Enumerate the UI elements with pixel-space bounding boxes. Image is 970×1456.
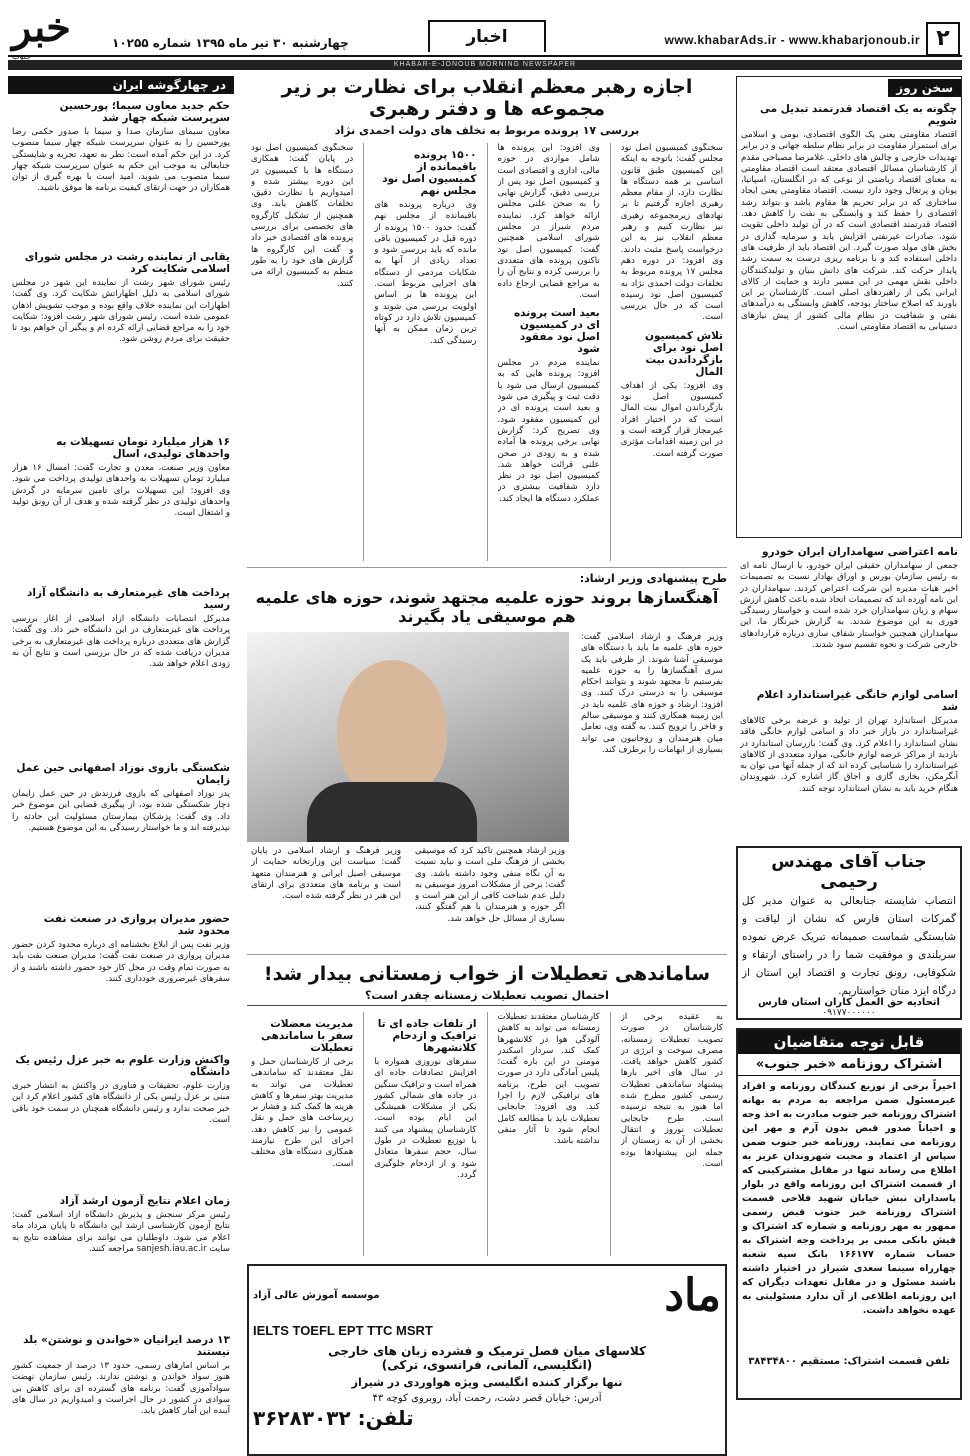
story-sub-3: تلاش کمیسیون اصل نود برای بازگرداندن بیت المال <box>644 329 723 378</box>
language-school-ad[interactable] <box>247 1264 727 1456</box>
main-headline[interactable]: اجازه رهبر معظم انقلاب برای نظارت بر زیر مجموعه ها و دفتر رهبری <box>281 76 693 120</box>
story2-photo-area <box>247 632 569 950</box>
portrait-face <box>337 660 447 800</box>
story2-col-1-text: وزیر فرهنگ و ارشاد اسلامی گفت: حوزه های علمیه ما باید با دستگاه های موسیقی آشنا شوند. از طرفی باید یک سری آهنگسازها را به حوزه علمیه بفرستیم تا مجتهد شوند و بتوانند احکام موسیقی را به درستی درک کنند. وی افزود: ارشاد و حوزه های علمیه باید در این زمینه همکاری کنند و موسیقی سالم و فاخر را ترویج کنند. به گفته وی، تعامل میان هنرمندان و روحانیون می تواند بسیاری از ابهامات را برطرف کند. <box>581 632 723 755</box>
main-story-columns <box>247 143 727 561</box>
header-rule <box>8 55 962 57</box>
story3-sub-1: از تلفات جاده ای تا ترافیک و ازدحام کلانشهرها <box>377 1018 477 1054</box>
middle-area <box>247 76 727 1432</box>
page-number: ۲ <box>926 22 960 56</box>
regional-news-body: پدر نوزاد اصفهانی که بازوی فرزندش در حین عمل زایمان دچار شکستگی شده بود، از پیگیری قضایی این موضوع خبر داد. وی گفت: پزشکان بیمارستان مسئولیت این حادثه را نپذیرفته اند و ما خواستار رسیدگی به این موضوع هستیم. <box>12 789 230 833</box>
regional-news-body: مدیرکل انتصابات دانشگاه آزاد اسلامی از آغاز بررسی پرداخت های غیرمتعارف در این دانشگاه خبر داد. وی گفت: گزارش های متعددی درباره پرداخت های غیرمتعارف به برخی مدیران دریافت شده که در حال بررسی است و نتایج آن به زودی اعلام خواهد شد. <box>12 614 230 670</box>
regional-news-title[interactable]: زمان اعلام نتایج آزمون ارشد آزاد <box>59 1195 230 1207</box>
editorial-box <box>736 76 962 538</box>
column-rule <box>610 143 611 561</box>
news-title-3: اسامی لوازم خانگی غیراستاندارد اعلام شد <box>756 689 958 713</box>
ad-brand: ماد <box>664 1270 721 1321</box>
newspaper-logo: خبر <box>12 4 71 51</box>
regional-news-body: معاون سیمای سازمان صدا و سیما با صدور حکمی رضا پورحسین را به عنوان سرپرست شبکه چهار سیما منصوب کرد. در این حکم آمده است: نظر به تعهد، تجربه و شایستگی جنابعالی به موجب این حکم به عنوان سرپرست شبکه چهار سیما منصوب می شوید. امید است با بهره گیری از توان همکاران در جهت ارتقای کیفیت برنامه ها موفق باشید. <box>12 127 230 194</box>
story2-col-2-text: وزیر ارشاد همچنین تاکید کرد که موسیقی بخشی از فرهنگ ملی است و نباید نسبت به آن نگاه منفی وجود داشته باشد. وی گفت: برخی از مشکلات امروز موسیقی به دلیل عدم شناخت کافی از این هنر است و اگر حوزه و هنرمندان با هم گفتگو کنند، بسیاری از مسائل حل خواهد شد. <box>415 846 565 924</box>
regional-news-title[interactable]: واکنش وزارت علوم به خبر عزل رئیس یک دانشگاه <box>15 1054 230 1078</box>
regional-news-body: رئیس مرکز سنجش و پذیرش دانشگاه آزاد اسلامی گفت: نتایج آزمون کارشناسی ارشد این دانشگاه تا پایان مرداد ماه اعلام می شود. داوطلبان می توانند برای مشاهده نتایج به سایت sanjesh.iau.ac.ir مراجعه کنند. <box>12 1210 230 1254</box>
congrats-title: جناب آقای مهندس رحیمی <box>771 852 927 892</box>
story-col-3 <box>370 143 480 561</box>
news-title-2: نامه اعتراضی سهامداران ایران خودرو <box>761 546 958 558</box>
editorial-body: اقتصاد مقاومتی یعنی یک الگوی اقتصادی، بومی و اسلامی برای استمرار مقاومت در برابر نظام سلطه جهانی و در برابر تهدیدات خارجی و چالش های داخلی. غلامرضا مصباحی مقدم از کارشناسان مسائل اقتصادی معتقد است اقتصاد مقاومتی به معنای اقتصاد ریاضتی از نوعی که در انگلستان، اسپانیا، یونان و پرتغال وجود دارد نیست. اقتصاد مقاومتی یعنی ایجاد ساختاری که در برابر تحریم ها مقاوم باشد و بتواند رشد اقتصادی را حفظ کند و وابستگی به نفت را کاهش دهد. اقتصاد قدرتمند اقتصادی است که در آن تولید داخلی تقویت شود، صادرات غیرنفتی افزایش یابد و سرمایه گذاری در بخش های مولد صورت گیرد. این اقتصاد باید از ظرفیت های داخلی استفاده کند و با برنامه ریزی درست به سمت رشد پایدار حرکت کند. شرکت های دانش بنیان و تولیدکنندگان داخلی نقش مهمی در این مسیر دارند و حمایت از کالای ایرانی یکی از راهبردهای اصلی است. کارشناسان بر این باورند که اصلاح ساختار بودجه، کاهش وابستگی به درآمدهای نفتی و شفافیت در نظام مالی کشور از پیش نیازهای دستیابی به اقتصاد مقاومتی است. <box>741 130 957 333</box>
story-col-5-text: سخنگوی کمیسیون اصل نود در پایان گفت: همکاری دستگاه ها با کمیسیون در این دوره بیشتر شده و امیدواریم با نظارت دقیق، تخلفات کاهش یابد. وی همچنین از تشکیل کارگروه های تخصصی برای بررسی پرونده های اقتصادی خبر داد و گفت این کارگروه ها گزارش های خود را به طور منظم به کمیسیون ارائه می کنند. <box>251 143 354 289</box>
regional-news-title[interactable]: ۱۶ هزار میلیارد تومان تسهیلات به واحدهای تولیدی، اسال <box>56 436 230 460</box>
regional-news-title[interactable]: یقابی از نماینده رشت در مجلس شورای اسلامی شکایت کرد <box>24 251 230 275</box>
regional-news-title[interactable]: شکستگی بازوی نوزاد اصفهانی حین عمل زایمان <box>16 762 230 786</box>
story3-lead: احتمال تصویب تعطیلات زمستانه چقدر است؟ <box>247 989 727 1006</box>
story-col-1 <box>617 143 727 561</box>
story2-headline[interactable]: آهنگسازها بروند حوزه علمیه مجتهد شوند، حوزه های علمیه هم موسیقی یاد بگیرند <box>255 588 719 626</box>
column-rule <box>363 1012 364 1256</box>
editorial-label: سخن روز <box>888 79 961 97</box>
story2-below-photo <box>247 846 569 950</box>
subscription-notice <box>736 1028 962 1400</box>
story-col-2 <box>494 143 604 561</box>
right-column <box>736 76 962 1428</box>
subscription-title: قابل توجه متقاضیان <box>738 1030 960 1054</box>
column-rule <box>610 1012 611 1256</box>
story3-col-4 <box>247 1012 357 1256</box>
issue-date: چهارشنبه ۳۰ تیر ماه ۱۳۹۵ شماره ۱۰۲۵۵ <box>112 36 349 50</box>
story3-columns <box>247 1012 727 1256</box>
column-rule <box>363 143 364 561</box>
story-col-2-text: وی افزود: این پرونده ها شامل مواردی در حوزه مالی، اداری و اقتصادی است و کمیسیون اصل نود پس از بررسی دقیق، گزارش نهایی را به صحن علنی مجلس ارائه خواهد کرد. نماینده مردم شیراز در مجلس شورای اسلامی همچنین گفت: کمیسیون اصل نود تاکنون پرونده های متعددی را بررسی کرده و نتایج آن را به مراجع قضایی ارجاع داده است. <box>497 143 600 300</box>
story3-col-1 <box>617 1012 727 1256</box>
congrats-body: انتصاب شایسته جنابعالی به عنوان مدیر کل گمرکات استان فارس که نشان از لیاقت و شایستگی شماست صمیمانه تبریک عرض نموده سربلندی و موفقیت شما را در راستای ارتقاء و شکوفایی، رونق تجارت و اقتصاد این استان از درگاه ایزد منان خواستاریم. <box>742 895 956 997</box>
ad-line-2: (انگلیسی، آلمانی، فرانسوی، ترکی) <box>381 1358 593 1372</box>
story-sub-1: بعید است پرونده ای در کمیسیون اصل نود مفقود شود <box>513 307 600 356</box>
site-url[interactable]: www.khabarAds.ir - www.khabarjonoub.ir <box>664 33 920 47</box>
editorial-title: چگونه به یک اقتصاد قدرتمند تبدیل می شویم <box>760 103 957 127</box>
congrats-ad <box>736 846 962 1020</box>
subscription-title-2: اشتراک روزنامه «خبر جنوب» <box>738 1054 960 1076</box>
story2-kicker: طرح پیشنهادی وزیر ارشاد: <box>579 572 727 585</box>
story-col-6-text: وی افزود: یکی از اهداف کمیسیون اصل نود بازگرداندن اموال بیت المال است که در اختیار افراد غیرمجاز قرار گرفته است و در این زمینه اقدامات مؤثری صورت گرفته است. <box>620 380 723 459</box>
section-title: اخبار <box>428 20 546 52</box>
story3-col-2 <box>494 1012 604 1256</box>
regional-news-body: رئیس شورای شهر رشت از نماینده این شهر در مجلس شورای اسلامی به دلیل اظهاراتش شکایت کرد. وی گفت: اظهارات این نماینده خلاف واقع بوده و موجب تشویش اذهان عمومی شده است. رئیس شورای شهر رشت افزود: شکایت خود را به مراجع قضایی ارائه کرده ام و پیگیر آن خواهم بود تا حقیقت برای مردم روشن شود. <box>12 278 230 345</box>
congrats-sign: اتحادیه حق العمل کاران استان فارس <box>758 997 940 1008</box>
story-col-1-text: سخنگوی کمیسیون اصل نود مجلس گفت: باتوجه به اینکه این کمیسیون طبق قانون اساسی بر همه دستگاه ها نظارت دارد، از مقام معظم رهبری اجازه گرفتیم تا بر نهادهای زیرمجموعه رهبری نیز نظارت کنیم و رهبر معظم انقلاب نیز به این درخواست پاسخ مثبت دادند. وی افزود: در دوره دهم مجلس ۱۷ پرونده مربوط به تخلفات دولت احمدی نژاد به کمیسیون اصل نود رسیده است که در حال بررسی است. <box>620 143 723 323</box>
story-col-3-text: نماینده مردم در مجلس افزود: پرونده هایی که به کمیسیون ارسال می شود با دقت ثبت و پیگیری می شود و بعید است پرونده ای در این کمیسیون مفقود شود. وی تصریح کرد: گزارش نهایی برخی پرونده ها آماده شده و به زودی در صحن علنی قرائت خواهد شد. کمیسیون اصل نود در نظر دارد شفافیت بیشتری در عملکرد دستگاه ها ایجاد کند. <box>497 358 600 504</box>
column-rule <box>487 1012 488 1256</box>
story2-col-3-text: وزیر فرهنگ و ارشاد اسلامی در پایان گفت: سیاست این وزارتخانه حمایت از موسیقی اصیل ایرانی و هنرمندان متعهد است و برنامه های متعددی برای ارتقای این هنر در نظر گرفته شده است. <box>251 846 401 902</box>
story-col-4-text: وی درباره پرونده های باقیمانده از مجلس نهم گفت: حدود ۱۵۰۰ پرونده از دوره قبل در کمیسیون باقی مانده که باید بررسی شود و تعداد زیادی از آنها به شکایات مردمی از دستگاه های اجرایی مربوط است. این پرونده ها بر اساس اولویت بررسی می شوند و کمیسیون تلاش دارد در کوتاه ترین زمان ممکن به آنها رسیدگی کند. <box>374 200 477 346</box>
story-sub-2: ۱۵۰۰ پرونده باقیمانده از کمیسیون اصل نود مجلس نهم <box>382 149 477 197</box>
congrats-phone: ۰۹۱۷۷۰۰۰۰۰۰ <box>822 1008 876 1018</box>
regional-news-body: معاون وزیر صنعت، معدن و تجارت گفت: امسال ۱۶ هزار میلیارد تومان تسهیلات به واحدهای تولیدی پرداخت می شود. وی افزود: این تسهیلات برای تامین سرمایه در گردش واحدهای تولیدی در نظر گرفته شده و هدف از آن رونق تولید و اشتغال است. <box>12 463 230 519</box>
story3-col-3 <box>370 1012 480 1256</box>
story-separator <box>247 954 727 955</box>
story2-body <box>247 632 727 950</box>
minister-photo <box>247 632 569 842</box>
news-body-3: مدیرکل استاندارد تهران از تولید و عرضه برخی کالاهای غیراستاندارد در بازار خبر داد و اسامی لوازم خانگی فاقد نشان استاندارد را اعلام کرد. وی گفت: بازرسان استاندارد در بازدید از مراکز عرضه لوازم خانگی، موارد متعددی از کالاهای غیراستاندارد را شناسایی کرده اند که از جمله آنها می توان به آبگرمکن، بخاری گازی و اجاق گاز اشاره کرد. شهروندان هنگام خرید باید به نشان استاندارد توجه کنند. <box>740 716 958 794</box>
column-rule <box>487 143 488 561</box>
story3-col-4-text: برخی از کارشناسان حمل و نقل معتقدند که ساماندهی تعطیلات می تواند به مدیریت بهتر سفرها و کاهش هزینه ها کمک کند و فشار بر زیرساخت های حمل و نقل عمومی را نیز کاهش دهد. اجرای این طرح نیازمند همکاری دستگاه های مختلف است. <box>251 1057 354 1169</box>
regional-news-title[interactable]: پرداخت های غیرمتعارف به دانشگاه آزاد رسید <box>27 587 230 611</box>
regional-news-title[interactable]: حکم جدید معاون سیما؛ پورحسین سرپرست شبکه چهار شد <box>59 100 230 124</box>
left-column <box>8 76 234 1428</box>
story3-headline[interactable]: ساماندهی تعطیلات از خواب زمستانی بیدار شد! <box>263 963 711 985</box>
story3-col-2-text: کارشناسان معتقدند تعطیلات زمستانه می تواند به کاهش آلودگی هوا در کلانشهرها کمک کند. سردار اسکندر مومنی در این باره گفت: پلیس آمادگی دارد در صورت تصویب این طرح، برنامه های ترافیکی لازم را اجرا کند. وی افزود: جابجایی تعطیلات باید با مطالعه کامل انجام شود تا آثار منفی نداشته باشد. <box>497 1012 600 1147</box>
ad-tests: IELTS TOEFL EPT TTC MSRT <box>253 1323 433 1338</box>
regional-news-list <box>8 100 234 1428</box>
story3-sub-2: مدیریت معضلات سفر با ساماندهی تعطیلات <box>261 1018 354 1054</box>
story-col-4 <box>247 143 357 561</box>
portrait-suit <box>307 782 477 842</box>
story-separator <box>247 567 727 568</box>
ad-tagline: موسسه آموزش عالی آزاد <box>253 1290 380 1301</box>
ad-line-3: تنها برگزار کننده انگلیسی ویژه هواوردی در شیراز <box>351 1376 623 1389</box>
regional-news-label: در چهارگوشه ایران <box>8 76 234 94</box>
story3-col-1-text: به عقیده برخی از کارشناسان در صورت تصویب تعطیلات زمستانه، مصرف سوخت و انرژی در کشور کاهش خواهد یافت. در سال های اخیر بارها پیشنهاد ساماندهی تعطیلات رسمی کشور مطرح شده اما هنوز به نتیجه نرسیده است. طرح جابجایی تعطیلات نوروز و انتقال بخشی از آن به زمستان از جمله این پیشنهادها بوده است. <box>620 1012 723 1169</box>
ad-line-1: کلاسهای میان فصل ترمیک و فشرده زبان های خارجی <box>328 1344 646 1358</box>
ad-brand-row <box>253 1270 721 1321</box>
regional-news-title[interactable]: ۱۳ درصد ایرانیان «خواندن و نوشتن» بلد نیستند <box>23 1334 230 1358</box>
subscription-body: اخیراً برخی از توزیع کنندگان روزنامه و افراد غیرمسئول ضمن مراجعه به مردم به بهانه اشتراک روزنامه خبر جنوب مبادرت به اخذ وجه و احیاناً صدور قبض بدون آرم و مهر این روزنامه می نمایند. روزنامه خبر جنوب ضمن سپاس از اعتماد و محبت شهروندان عزیز به اطلاع می رساند تنها در مقابل مشترکینی که از قسمت اشتراک این روزنامه واقع در بلوار پاسداران نبش خیابان شهید فلاحی قسمت اشتراک روزنامه خبر جنوب قبض رسمی ممهور به مهر روزنامه و شماره کد اشتراک و فیش بانکی مبنی بر پرداخت وجه اشتراک به حساب شماره ۱۶۶۱۷۷ بانک سپه شعبه چهارراه سینما سعدی شیراز در اختیار داشته باشند مسئول و در مقابل تعهدات دیگران که این روزنامه اطلاعی از آن ندارد مسئولیتی به عهده نخواهد داشت. <box>742 1081 956 1316</box>
regional-news-body: وزیر نفت پس از ابلاغ بخشنامه ای درباره محدود کردن حضور مدیران پروازی در صنعت نفت گفت: مدیران صنعت نفت باید به صورت تمام وقت در محل کار خود حضور داشته باشند و از سفرهای غیرضروری خودداری کنند. <box>12 940 230 984</box>
ad-phone[interactable]: تلفن: ۳۶۲۸۳۰۳۲ <box>253 1406 414 1430</box>
subscription-phone: تلفن قسمت اشتراک: مستقیم ۳۸۴۳۴۸۰۰ <box>748 1356 950 1367</box>
main-lead: بررسی ۱۷ پرونده مربوط به تخلف های دولت احمدی نژاد <box>334 124 640 137</box>
regional-news-title[interactable]: حضور مدیران پروازی در صنعت نفت محدود شد <box>43 913 230 937</box>
story2-col-1 <box>577 632 727 950</box>
news-body-2: جمعی از سهامداران حقیقی ایران خودرو، با ارسال نامه ای به رئیس سازمان بورس و اوراق بهادار نسبت به تصمیمات اخیر هیات مدیره این شرکت اعتراض کردند. سهامداران در این نامه آورده اند که تصمیمات اتخاذ شده باعث کاهش ارزش سهام و زیان سهامداران خرد شده است و خواستار رسیدگی فوری به این موضوع شدند. به گزارش خبرنگار ما، این سهامداران همچنین خواستار شفاف سازی درباره قراردادهای خارجی شرکت و نحوه تقسیم سود شدند. <box>740 561 958 651</box>
regional-news-body: وزارت علوم، تحقیقات و فناوری در واکنش به انتشار خبری مبنی بر عزل رئیس یکی از دانشگاه های کشور اعلام کرد این خبر صحت ندارد و رئیس دانشگاه همچنان در سمت خود باقی است. <box>12 1081 230 1125</box>
masthead-band: KHABAR-E-JONOUB MORNING NEWSPAPER <box>8 60 962 70</box>
regional-news-body: بر اساس آمارهای رسمی، حدود ۱۳ درصد از جمعیت کشور هنوز سواد خواندن و نوشتن ندارند. رئیس سازمان نهضت سوادآموزی گفت: برنامه های گسترده ای برای کاهش بی سوادی در کشور در حال اجراست و امیدواریم در سال های آینده این آمار کاهش یابد. <box>12 1361 230 1417</box>
story3-col-3-text: سفرهای نوروزی همواره با افزایش تصادفات جاده ای همراه است و ترافیک سنگین در جاده های شمالی کشور یکی از مشکلات همیشگی این ایام بوده است. کارشناسان پیشنهاد می کنند با توزیع تعطیلات در طول سال، حجم سفرها متعادل شود و از ازدحام جلوگیری گردد. <box>374 1057 477 1180</box>
ad-address: آدرس: خیابان قصر دشت، رحمت آباد، روبروی کوچه ۴۳ <box>372 1393 602 1404</box>
